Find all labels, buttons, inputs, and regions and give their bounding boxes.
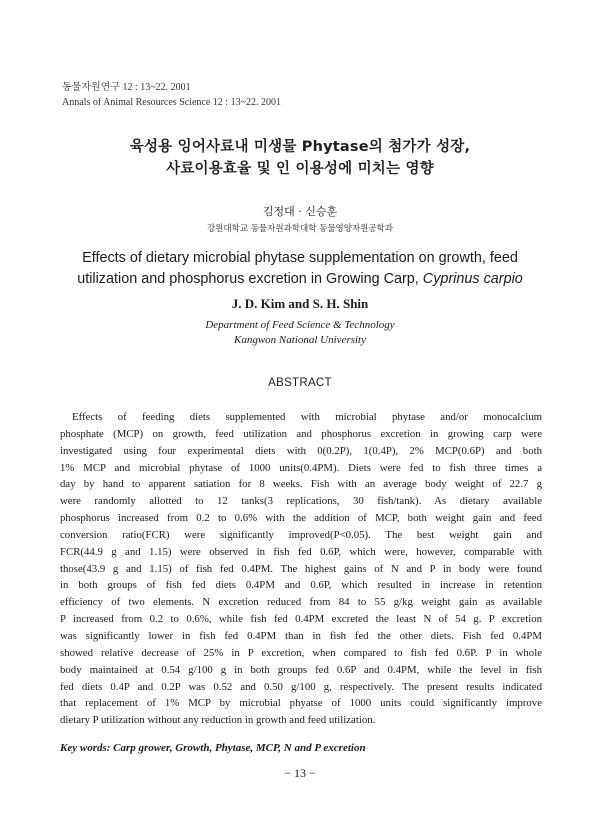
abstract-line: efficiency of two elements. N excretion reduced from 84 to 55 g/kg weight gain as available xyxy=(60,596,542,609)
abstract-line: that replacement of 1% MCP by microbial phyatse of 1000 units could significantly improve xyxy=(60,697,542,710)
abstract-heading: ABSTRACT xyxy=(268,377,332,389)
abstract-line: investigated using four experimental diets with 0(0.2P), 1(0.4P), 2% MCP(0.6P) and both xyxy=(60,444,542,457)
keywords: Key words: Carp grower, Growth, Phytase, MCP, N and P excretion xyxy=(60,742,366,754)
abstract-body xyxy=(60,409,542,729)
korean-title xyxy=(60,136,540,180)
english-title xyxy=(56,248,544,290)
page-number: − 13 − xyxy=(284,766,316,780)
english-affiliation-line-2: Kangwon National University xyxy=(234,334,366,346)
abstract-line: conversion ratio(FCR) were significantly improved(P<0.05). The best weight gain and xyxy=(60,528,542,541)
species-name: Cyprinus carpio xyxy=(422,271,523,287)
journal-citation-english: Annals of Animal Resources Science 12 : 13~22. 2001 xyxy=(62,97,281,108)
english-title-line-2-text: utilization and phosphorus excretion in Growing Carp, xyxy=(77,271,423,287)
abstract-line: FCR(44.9 g and 1.15) were observed in fish fed 0.6P, which were, however, comparable with xyxy=(60,545,542,558)
abstract-line: dietary P utilization without any reduction in growth and feed utilization. xyxy=(60,714,376,727)
abstract-line: in both groups of fish fed diets 0.4PM and 0.6P, which resulted in increase in retention xyxy=(60,579,542,592)
abstract-line: P increased from 0.2 to 0.6%, while fish fed 0.4PM excreted the least N of 54 g. P excretion xyxy=(60,613,542,626)
korean-affiliation: 강원대학교 동물자원과학대학 동물영양자원공학과 xyxy=(206,224,394,234)
abstract-line: phosphate (MCP) on growth, feed utilization and phosphorus excretion in growing carp were xyxy=(60,427,542,440)
abstract-line: day by hand to apparent satiation for 8 weeks. Fish with an average body weight of 22.7 g xyxy=(60,478,542,491)
english-title-line-2 xyxy=(56,269,544,290)
abstract-line: showed relative decrease of 25% in P excretion, when compared to fish fed 0.6P. P in whole xyxy=(60,646,542,659)
korean-title-line-2: 사료이용효율 및 인 이용성에 미치는 영향 xyxy=(166,161,434,177)
abstract-line: 1% MCP and microbial phytase of 1000 units(0.4PM). Diets were fed to fish three times a xyxy=(60,461,542,474)
abstract-line: fed diets 0.4P and 0.2P was 0.52 and 0.50 g/100 g, respectively. The present results indicated xyxy=(60,680,542,693)
english-affiliation xyxy=(60,318,540,348)
korean-title-line-1: 육성용 잉어사료내 미생물 Phytase의 첨가가 성장, xyxy=(129,139,471,155)
abstract-line: were randomly allotted to 12 tanks(3 replications, 30 fish/tank). As dietary available xyxy=(60,495,542,508)
abstract-line: phosphorus increased from 0.2 to 0.6% with the addition of MCP, both weight gain and feed xyxy=(60,512,542,525)
journal-citation xyxy=(62,80,281,110)
abstract-line: those(43.9 g and 1.15) of fish fed 0.4PM. The highest gains of N and P in body were found xyxy=(60,562,542,575)
korean-authors: 김정대 · 신승훈 xyxy=(262,205,338,218)
abstract-line: was significantly lower in fish fed 0.4PM than in fish fed the other diets. Fish fed 0.4PM xyxy=(60,629,542,642)
english-title-line-1: Effects of dietary microbial phytase supplementation on growth, feed xyxy=(82,250,518,266)
abstract-line: body maintained at 0.54 g/100 g in both groups fed 0.6P and 0.4PM, while the level in fish xyxy=(60,663,542,676)
english-authors: J. D. Kim and S. H. Shin xyxy=(231,296,369,311)
abstract-line: Effects of feeding diets supplemented with microbial phytase and/or monocalcium xyxy=(72,411,542,423)
journal-citation-korean: 동물자원연구 12 : 13~22. 2001 xyxy=(62,82,191,93)
english-affiliation-line-1: Department of Feed Science & Technology xyxy=(205,319,395,331)
